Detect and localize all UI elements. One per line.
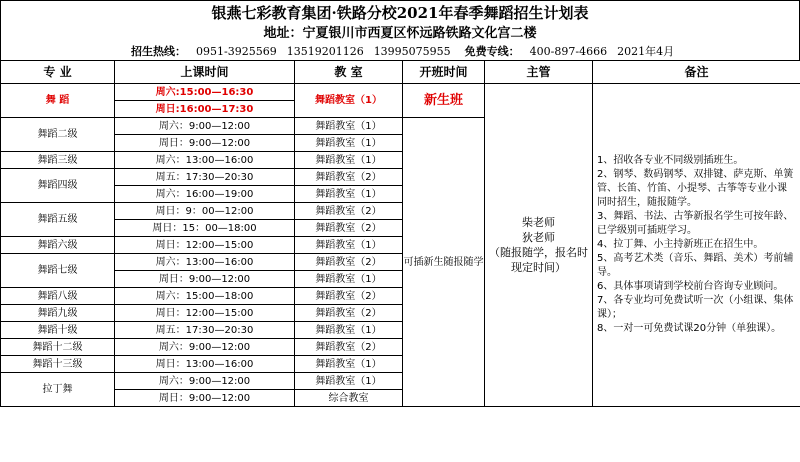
classroom: 舞蹈教室（1）: [295, 135, 403, 152]
schedule-table: [0, 60, 800, 407]
course-name: 舞 蹈: [1, 84, 115, 118]
header-cell: 上课时间: [115, 61, 295, 84]
course-name: 拉丁舞: [1, 373, 115, 407]
note-item: 1、招收各专业不同级别插班生。: [597, 155, 744, 166]
classroom: 舞蹈教室（1）: [295, 322, 403, 339]
classroom: 舞蹈教室（2）: [295, 305, 403, 322]
course-name: 舞蹈二级: [1, 118, 115, 152]
course-name: 舞蹈四级: [1, 169, 115, 203]
note-item: 5、高考艺术类（音乐、舞蹈、美术）考前辅导。: [597, 253, 794, 278]
note-item: 8、一对一可免费试课20分钟（单独课）。: [597, 323, 782, 334]
classroom: 舞蹈教室（1）: [295, 271, 403, 288]
open-time-cell: 可插新生随报随学: [403, 118, 485, 407]
hotline-number: 0951-3925569: [196, 45, 277, 58]
table-row: [1, 84, 800, 101]
class-time: 周六：13:00—16:00: [115, 152, 295, 169]
page-title: 银燕七彩教育集团·铁路分校2021年春季舞蹈招生计划表: [0, 0, 800, 24]
course-name: 舞蹈七级: [1, 254, 115, 288]
class-time: 周六：15:00—18:00: [115, 288, 295, 305]
classroom: 综合教室: [295, 390, 403, 407]
class-time: 周日：9：00—12:00: [115, 203, 295, 220]
classroom: 舞蹈教室（1）: [295, 84, 403, 118]
course-name: 舞蹈六级: [1, 237, 115, 254]
course-name: 舞蹈九级: [1, 305, 115, 322]
hotline-label: 招生热线：: [131, 45, 186, 58]
class-time: 周六：13:00—16:00: [115, 254, 295, 271]
class-time: 周日：9:00—12:00: [115, 135, 295, 152]
header-cell: 开班时间: [403, 61, 485, 84]
classroom: 舞蹈教室（1）: [295, 373, 403, 390]
new-class-badge: 新生班: [403, 84, 485, 118]
classroom: 舞蹈教室（1）: [295, 356, 403, 373]
manager-name: 狄老师: [522, 231, 555, 244]
classroom: 舞蹈教室（1）: [295, 186, 403, 203]
class-time: 周日：12:00—15:00: [115, 305, 295, 322]
class-time: 周日：12:00—15:00: [115, 237, 295, 254]
free-line-label: 免费专线：: [464, 45, 520, 58]
course-name: 舞蹈八级: [1, 288, 115, 305]
note-item: 3、舞蹈、书法、古筝新报名学生可按年龄、已学级别可插班学习。: [597, 211, 794, 236]
hotline-number: 13519201126: [286, 45, 364, 58]
manager-note: （随报随学，报名时现定时间）: [489, 246, 588, 274]
manager-cell: [485, 84, 593, 407]
header-cell: 主管: [485, 61, 593, 84]
note-item: 6、具体事项请到学校前台咨询专业顾问。: [597, 281, 784, 292]
class-time: 周六：9:00—12:00: [115, 373, 295, 390]
classroom: 舞蹈教室（2）: [295, 339, 403, 356]
note-item: 2、钢琴、数码钢琴、双排键、萨克斯、单簧管、长笛、竹笛、小提琴、古筝等专业小课同时招生，随报随学。: [597, 169, 794, 208]
classroom: 舞蹈教室（1）: [295, 152, 403, 169]
free-line-number: 400-897-4666: [529, 45, 608, 58]
course-name: 舞蹈三级: [1, 152, 115, 169]
classroom: 舞蹈教室（2）: [295, 254, 403, 271]
class-time: 周日：15：00—18:00: [115, 220, 295, 237]
classroom: 舞蹈教室（2）: [295, 288, 403, 305]
class-time: 周六：9:00—12:00: [115, 339, 295, 356]
class-time: 周日：9:00—12:00: [115, 390, 295, 407]
header-cell: 备注: [593, 61, 800, 84]
note-item: 7、各专业均可免费试听一次（小组课、集体课）；: [597, 295, 794, 320]
address-line: 地址：宁夏银川市西夏区怀远路铁路文化宫二楼: [0, 24, 800, 44]
classroom: 舞蹈教室（1）: [295, 237, 403, 254]
notes-cell: [593, 84, 800, 407]
hotline-number: 13995075955: [373, 45, 451, 58]
class-time: 周五：17:30—20:30: [115, 322, 295, 339]
class-time: 周五：17:30—20:30: [115, 169, 295, 186]
classroom: 舞蹈教室（1）: [295, 118, 403, 135]
classroom: 舞蹈教室（2）: [295, 169, 403, 186]
course-name: 舞蹈十三级: [1, 356, 115, 373]
sheet-date: 2021年4月: [617, 45, 675, 58]
class-time: 周六：16:00—19:00: [115, 186, 295, 203]
note-item: 4、拉丁舞、小主持新班正在招生中。: [597, 239, 764, 250]
classroom: 舞蹈教室（2）: [295, 220, 403, 237]
class-time: 周六:15:00—16:30: [115, 84, 295, 101]
manager-name: 柴老师: [522, 216, 555, 229]
class-time: 周日：13:00—16:00: [115, 356, 295, 373]
course-name: 舞蹈十二级: [1, 339, 115, 356]
header-cell: 专 业: [1, 61, 115, 84]
course-name: 舞蹈五级: [1, 203, 115, 237]
classroom: 舞蹈教室（2）: [295, 203, 403, 220]
header-row: [1, 61, 800, 84]
course-name: 舞蹈十级: [1, 322, 115, 339]
class-time: 周日：9:00—12:00: [115, 271, 295, 288]
hotline-bar: [0, 44, 800, 60]
class-time: 周六：9:00—12:00: [115, 118, 295, 135]
class-time: 周日:16:00—17:30: [115, 101, 295, 118]
header-cell: 教 室: [295, 61, 403, 84]
